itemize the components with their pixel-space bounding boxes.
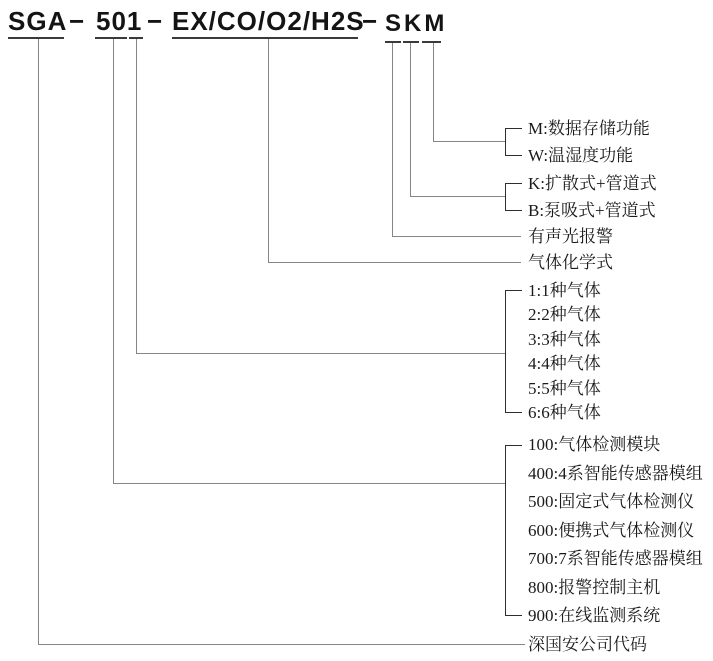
label-series-700: 700:7系智能传感器模组	[528, 549, 703, 568]
code-separator-1: −	[69, 6, 86, 36]
bracket-series-stub-bottom	[505, 615, 522, 616]
underline-series-50	[95, 37, 127, 39]
bracket-kb-stub-top	[505, 183, 522, 184]
connector-option-k-vline	[410, 43, 411, 196]
underline-prefix	[8, 37, 64, 39]
underline-option-m	[422, 41, 441, 43]
connector-option-m-hline	[433, 141, 505, 142]
label-option-b: B:泵吸式+管道式	[528, 201, 656, 220]
bracket-series-stub-top	[505, 445, 522, 446]
underline-option-s	[385, 41, 401, 43]
connector-series50-hline	[113, 483, 505, 484]
connector-prefix-vline	[38, 39, 39, 644]
label-series-800: 800:报警控制主机	[528, 578, 661, 597]
label-option-m: M:数据存储功能	[528, 119, 650, 138]
label-option-w: W:温湿度功能	[528, 146, 634, 165]
code-options: SKM	[385, 10, 448, 37]
label-series-600: 600:便携式气体检测仪	[528, 521, 695, 540]
bracket-mw-stub-bottom	[505, 155, 522, 156]
label-gascount-3: 3:3种气体	[528, 330, 601, 349]
bracket-kb-vline	[505, 183, 506, 211]
label-series-100: 100:气体检测模块	[528, 435, 661, 454]
code-series: 501	[96, 6, 143, 36]
connector-option-s-hline	[392, 236, 521, 237]
underline-option-k	[403, 41, 419, 43]
bracket-series-vline	[505, 445, 506, 616]
code-separator-3: −	[362, 6, 379, 36]
label-option-k: K:扩散式+管道式	[528, 174, 657, 193]
connector-option-k-hline	[410, 196, 505, 197]
bracket-mw-stub-top	[505, 128, 522, 129]
label-company: 深国安公司代码	[528, 635, 647, 654]
label-alarm: 有声光报警	[528, 227, 613, 246]
code-prefix: SGA	[8, 6, 68, 36]
label-series-500: 500:固定式气体检测仪	[528, 492, 695, 511]
bracket-gascount-stub-bottom	[505, 412, 522, 413]
connector-series1-vline	[136, 39, 137, 353]
connector-gaslist-vline	[268, 39, 269, 262]
label-gascount-6: 6:6种气体	[528, 403, 601, 422]
code-gas-list: EX/CO/O2/H2S	[172, 6, 365, 36]
connector-series50-vline	[113, 39, 114, 483]
label-gascount-1: 1:1种气体	[528, 281, 601, 300]
bracket-mw-vline	[505, 128, 506, 156]
connector-prefix-hline	[38, 644, 525, 645]
bracket-kb-stub-bottom	[505, 210, 522, 211]
connector-gaslist-hline	[268, 262, 521, 263]
underline-gas-list	[172, 37, 358, 39]
label-chem: 气体化学式	[528, 253, 613, 272]
label-gascount-5: 5:5种气体	[528, 379, 601, 398]
connector-series1-hline	[136, 353, 505, 354]
connector-option-m-vline	[433, 43, 434, 141]
label-gascount-2: 2:2种气体	[528, 305, 601, 324]
connector-option-s-vline	[392, 43, 393, 236]
bracket-gascount-vline	[505, 290, 506, 413]
label-gascount-4: 4:4种气体	[528, 354, 601, 373]
label-series-400: 400:4系智能传感器模组	[528, 464, 703, 483]
bracket-gascount-stub-top	[505, 290, 522, 291]
label-series-900: 900:在线监测系统	[528, 606, 661, 625]
code-separator-2: −	[147, 6, 164, 36]
